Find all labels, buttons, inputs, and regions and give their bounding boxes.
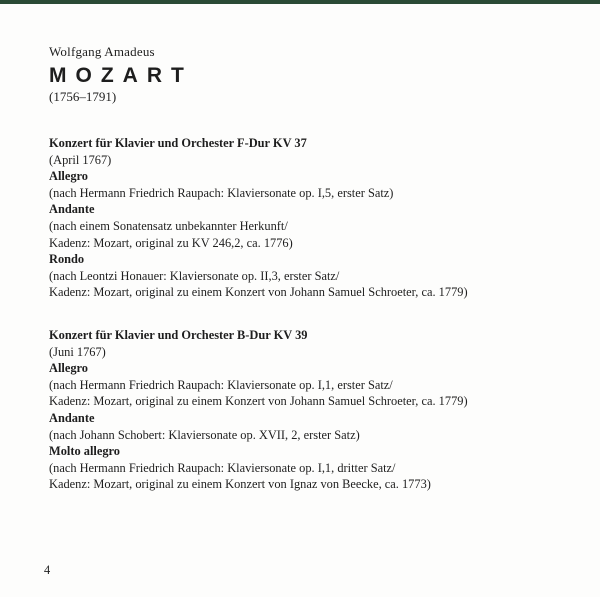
movement-name: Allegro	[49, 361, 88, 376]
movement-note: (nach Leontzi Honauer: Klaviersonate op. II,3, erster Satz/	[49, 268, 340, 283]
movement-note: Kadenz: Mozart, original zu einem Konzert von Johann Samuel Schroeter, ca. 1779)	[49, 394, 468, 409]
movement-note: (nach Johann Schobert: Klaviersonate op. XVII, 2, erster Satz)	[49, 427, 360, 442]
movement-name: Rondo	[49, 252, 85, 267]
work-kv39	[49, 327, 589, 493]
composer-header	[49, 44, 589, 105]
movement-note: (nach einem Sonatensatz unbekannter Herkunft/	[49, 218, 288, 233]
top-border	[0, 0, 600, 4]
work-date: (April 1767)	[49, 152, 112, 167]
page-number: 4	[44, 563, 51, 577]
movement-note: Kadenz: Mozart, original zu KV 246,2, ca. 1776)	[49, 235, 293, 250]
work-date: (Juni 1767)	[49, 344, 106, 359]
composer-first-names: Wolfgang Amadeus	[49, 44, 155, 59]
movement-note: Kadenz: Mozart, original zu einem Konzert von Johann Samuel Schroeter, ca. 1779)	[49, 285, 468, 300]
composer-last-name: MOZART	[49, 64, 193, 87]
movement-name: Andante	[49, 410, 95, 425]
movement-name: Allegro	[49, 169, 88, 184]
booklet-page	[49, 44, 589, 493]
work-title: Konzert für Klavier und Orchester F-Dur KV 37	[49, 136, 307, 150]
movement-name: Molto allegro	[49, 444, 120, 459]
movement-note: (nach Hermann Friedrich Raupach: Klaviersonate op. I,5, erster Satz)	[49, 185, 394, 200]
work-kv37	[49, 135, 589, 301]
movement-name: Andante	[49, 202, 95, 217]
movement-note: (nach Hermann Friedrich Raupach: Klaviersonate op. I,1, dritter Satz/	[49, 460, 396, 475]
movement-note: (nach Hermann Friedrich Raupach: Klaviersonate op. I,1, erster Satz/	[49, 377, 393, 392]
composer-life-dates: (1756–1791)	[49, 89, 117, 104]
work-title: Konzert für Klavier und Orchester B-Dur KV 39	[49, 327, 308, 342]
movement-note: Kadenz: Mozart, original zu einem Konzert von Ignaz von Beecke, ca. 1773)	[49, 477, 431, 492]
